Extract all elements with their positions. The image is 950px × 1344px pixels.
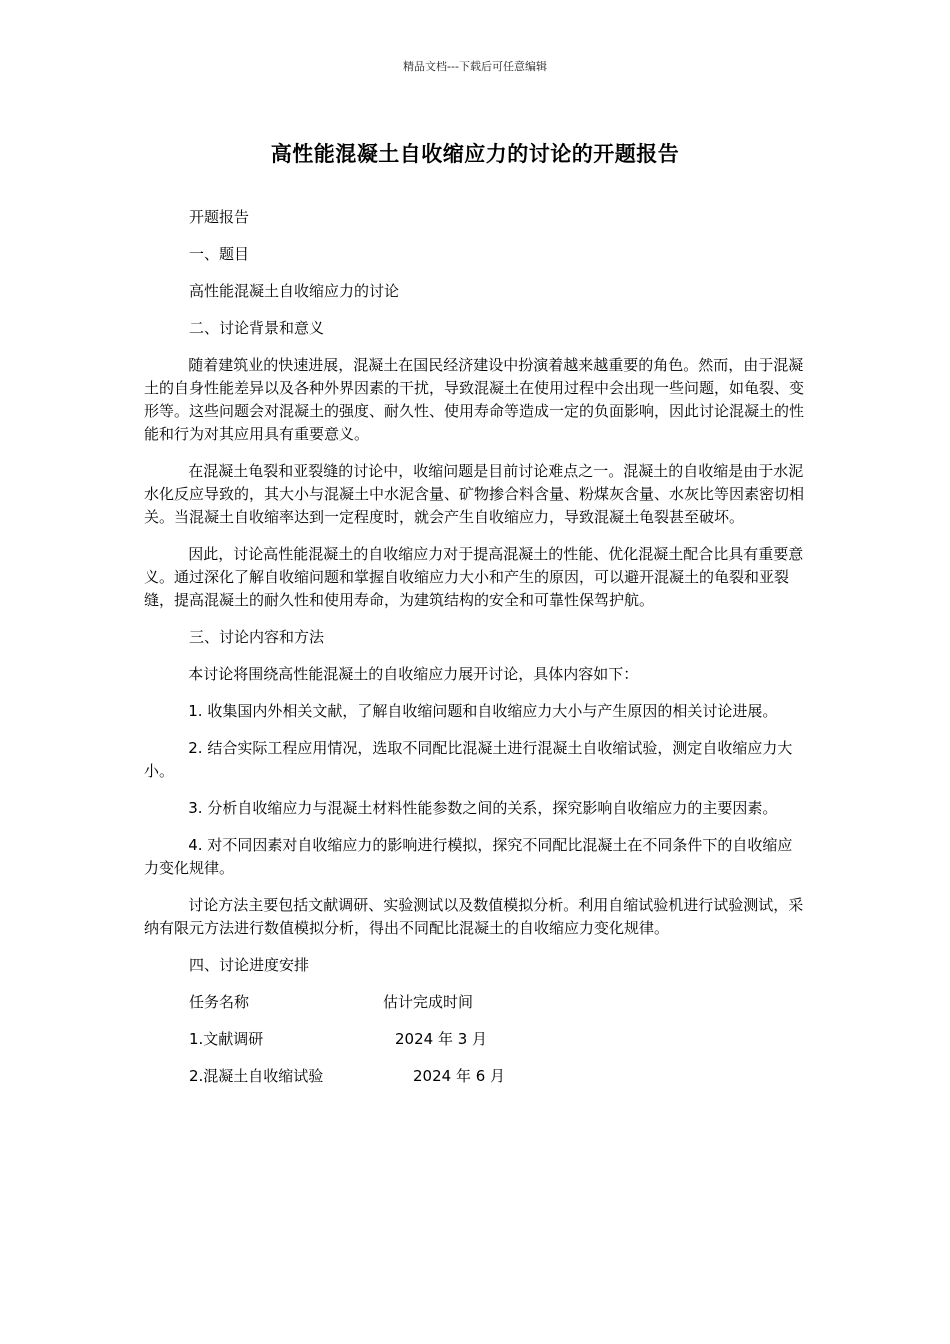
method-paragraph: 讨论方法主要包括文献调研、实验测试以及数值模拟分析。利用自缩试验机进行试验测试，采纳有限元方法进行数值模拟分析，得出不同配比混凝土的自收缩应力变化规律。 [144,896,804,937]
schedule-header-task: 任务名称 [189,993,250,1011]
page-header-note: 精品文档---下载后可任意编辑 [403,60,547,73]
topic-line: 高性能混凝土自收缩应力的讨论 [189,282,400,300]
content-item-2: 2. 结合实际工程应用情况，选取不同配比混凝土进行混凝土自收缩试验，测定自收缩应力大小。 [144,739,793,780]
schedule-time: 2024 年 6 月 [413,1067,506,1085]
section-heading-4: 四、讨论进度安排 [189,956,310,974]
document-body [144,206,806,1102]
background-paragraph-1: 随着建筑业的快速进展，混凝土在国民经济建设中扮演着越来越重要的角色。然而，由于混凝土的自身性能差异以及各种外界因素的干扰，导致混凝土在使用过程中会出现一些问题，如龟裂、变形等。这些问题会对混凝土的强度、耐久性、使用寿命等造成一定的负面影响，因此讨论混凝土的性能和行为对其应用具有重要意义。 [144,356,805,443]
schedule-row [144,1065,806,1088]
document-title: 高性能混凝土自收缩应力的讨论的开题报告 [270,142,680,166]
report-label: 开题报告 [189,208,250,226]
background-paragraph-2: 在混凝土龟裂和亚裂缝的讨论中，收缩问题是目前讨论难点之一。混凝土的自收缩是由于水泥水化反应导致的，其大小与混凝土中水泥含量、矿物掺合料含量、粉煤灰含量、水灰比等因素密切相关。当混凝土自收缩率达到一定程度时，就会产生自收缩应力，导致混凝土龟裂甚至破坏。 [144,462,805,526]
schedule-row [144,1028,806,1051]
section-heading-3: 三、讨论内容和方法 [189,628,325,646]
schedule-header-time: 估计完成时间 [383,993,474,1011]
schedule-task: 1.文献调研 [189,1030,264,1048]
schedule-header-row [144,991,806,1014]
content-item-3: 3. 分析自收缩应力与混凝土材料性能参数之间的关系，探究影响自收缩应力的主要因素。 [188,799,778,817]
content-intro: 本讨论将围绕高性能混凝土的自收缩应力展开讨论，具体内容如下： [188,665,639,683]
content-item-4: 4. 对不同因素对自收缩应力的影响进行模拟，探究不同配比混凝土在不同条件下的自收缩应力变化规律。 [144,836,793,877]
background-paragraph-3: 因此，讨论高性能混凝土的自收缩应力对于提高混凝土的性能、优化混凝土配合比具有重要意义。通过深化了解自收缩问题和掌握自收缩应力大小和产生的原因，可以避开混凝土的龟裂和亚裂缝，提高混凝土的耐久性和使用寿命，为建筑结构的安全和可靠性保驾护航。 [144,545,804,609]
content-item-1: 1. 收集国内外相关文献，了解自收缩问题和自收缩应力大小与产生原因的相关讨论进展。 [188,702,778,720]
schedule-task: 2.混凝土自收缩试验 [189,1067,324,1085]
schedule-time: 2024 年 3 月 [395,1030,488,1048]
section-heading-1: 一、题目 [189,245,250,263]
section-heading-2: 二、讨论背景和意义 [189,319,325,337]
